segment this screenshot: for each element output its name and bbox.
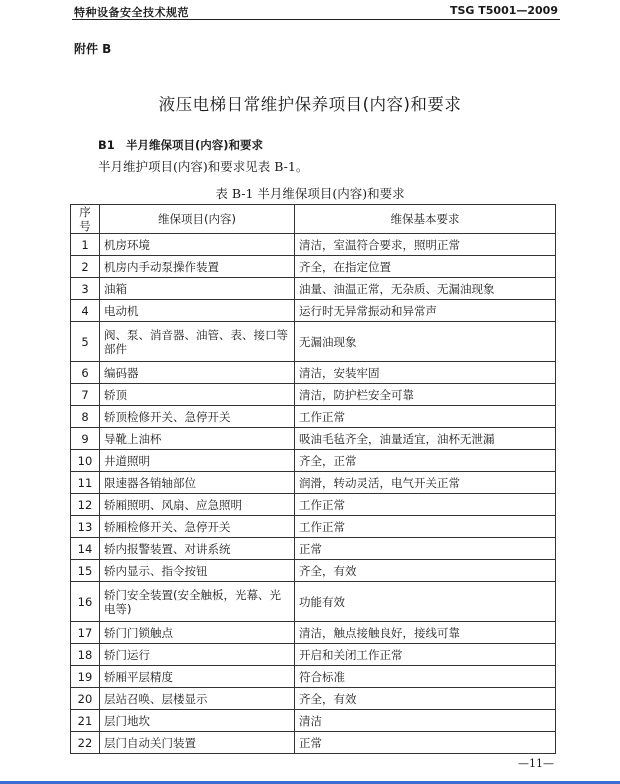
row-number: 11 <box>71 472 100 494</box>
table-row <box>71 688 556 710</box>
table-row <box>71 494 556 516</box>
section-heading <box>98 137 263 153</box>
row-item: 限速器各销轴部位 <box>100 472 295 494</box>
row-requirement: 齐全，有效 <box>295 688 556 710</box>
row-requirement: 清洁，安装牢固 <box>295 362 556 384</box>
table-row <box>71 622 556 644</box>
row-number: 10 <box>71 450 100 472</box>
table-body <box>71 234 556 754</box>
row-item: 导靴上油杯 <box>100 428 295 450</box>
table-row <box>71 472 556 494</box>
row-requirement: 吸油毛毡齐全，油量适宜，油杯无泄漏 <box>295 428 556 450</box>
row-number: 22 <box>71 732 100 754</box>
row-requirement: 开启和关闭工作正常 <box>295 644 556 666</box>
row-number: 15 <box>71 560 100 582</box>
row-number: 18 <box>71 644 100 666</box>
row-item: 阀、泵、消音器、油管、表、接口等部件 <box>100 322 295 362</box>
row-requirement: 符合标准 <box>295 666 556 688</box>
table-row <box>71 234 556 256</box>
row-item: 轿厢检修开关、急停开关 <box>100 516 295 538</box>
section-number: B1 <box>98 138 115 152</box>
row-item: 井道照明 <box>100 450 295 472</box>
table-header-row <box>71 205 556 234</box>
row-item: 电动机 <box>100 300 295 322</box>
appendix-label: 附件 B <box>74 42 112 56</box>
section-heading-text: 半月维保项目(内容)和要求 <box>126 138 264 152</box>
table-row <box>71 516 556 538</box>
row-item: 轿门安全装置(安全触板，光幕、光电等) <box>100 582 295 622</box>
table-row <box>71 538 556 560</box>
row-requirement: 工作正常 <box>295 516 556 538</box>
row-number: 21 <box>71 710 100 732</box>
row-requirement: 齐全，在指定位置 <box>295 256 556 278</box>
row-item: 机房内手动泵操作装置 <box>100 256 295 278</box>
header-no: 序号 <box>71 205 100 234</box>
row-requirement: 清洁 <box>295 710 556 732</box>
row-requirement: 清洁，室温符合要求，照明正常 <box>295 234 556 256</box>
row-requirement: 齐全，有效 <box>295 560 556 582</box>
header-divider <box>72 19 560 20</box>
table-row <box>71 322 556 362</box>
document-title: 液压电梯日常维护保养项目(内容)和要求 <box>158 95 462 114</box>
row-number: 12 <box>71 494 100 516</box>
row-requirement: 运行时无异常振动和异常声 <box>295 300 556 322</box>
row-requirement: 齐全，正常 <box>295 450 556 472</box>
row-requirement: 功能有效 <box>295 582 556 622</box>
row-number: 8 <box>71 406 100 428</box>
row-item: 轿内显示、指令按钮 <box>100 560 295 582</box>
row-requirement: 无漏油现象 <box>295 322 556 362</box>
table-row <box>71 256 556 278</box>
header-requirement: 维保基本要求 <box>295 205 556 234</box>
section-body-text: 半月维护项目(内容)和要求见表 B-1。 <box>98 159 309 174</box>
row-number: 1 <box>71 234 100 256</box>
row-number: 14 <box>71 538 100 560</box>
row-item: 油箱 <box>100 278 295 300</box>
table-row <box>71 732 556 754</box>
row-number: 19 <box>71 666 100 688</box>
row-number: 4 <box>71 300 100 322</box>
table-row <box>71 450 556 472</box>
row-requirement: 工作正常 <box>295 494 556 516</box>
row-requirement: 润滑，转动灵活，电气开关正常 <box>295 472 556 494</box>
row-item: 轿门门锁触点 <box>100 622 295 644</box>
row-number: 16 <box>71 582 100 622</box>
running-header-code: TSG T5001—2009 <box>449 4 558 17</box>
row-number: 7 <box>71 384 100 406</box>
table-row <box>71 666 556 688</box>
row-item: 轿顶 <box>100 384 295 406</box>
table-row <box>71 406 556 428</box>
row-item: 轿厢平层精度 <box>100 666 295 688</box>
row-item: 层站召唤、层楼显示 <box>100 688 295 710</box>
row-number: 13 <box>71 516 100 538</box>
row-item: 轿门运行 <box>100 644 295 666</box>
page-number: —11— <box>518 757 554 770</box>
row-requirement: 工作正常 <box>295 406 556 428</box>
row-number: 17 <box>71 622 100 644</box>
row-number: 3 <box>71 278 100 300</box>
row-requirement: 油量、油温正常，无杂质、无漏油现象 <box>295 278 556 300</box>
row-item: 编码器 <box>100 362 295 384</box>
row-item: 轿顶检修开关、急停开关 <box>100 406 295 428</box>
row-requirement: 正常 <box>295 538 556 560</box>
row-requirement: 清洁，防护栏安全可靠 <box>295 384 556 406</box>
table-row <box>71 582 556 622</box>
table-row <box>71 384 556 406</box>
table-row <box>71 644 556 666</box>
table-row <box>71 300 556 322</box>
header-item: 维保项目(内容) <box>100 205 295 234</box>
row-item: 层门地坎 <box>100 710 295 732</box>
table-row <box>71 710 556 732</box>
row-number: 20 <box>71 688 100 710</box>
row-number: 5 <box>71 322 100 362</box>
row-item: 机房环境 <box>100 234 295 256</box>
row-requirement: 正常 <box>295 732 556 754</box>
row-item: 轿内报警装置、对讲系统 <box>100 538 295 560</box>
table-row <box>71 278 556 300</box>
row-number: 9 <box>71 428 100 450</box>
row-item: 轿厢照明、风扇、应急照明 <box>100 494 295 516</box>
running-header-title: 特种设备安全技术规范 <box>74 6 189 19</box>
table-row <box>71 560 556 582</box>
table-row <box>71 428 556 450</box>
row-number: 2 <box>71 256 100 278</box>
row-item: 层门自动关门装置 <box>100 732 295 754</box>
row-requirement: 清洁，触点接触良好，接线可靠 <box>295 622 556 644</box>
row-number: 6 <box>71 362 100 384</box>
table-caption: 表 B-1 半月维保项目(内容)和要求 <box>215 186 405 201</box>
table-row <box>71 362 556 384</box>
maintenance-table <box>70 204 556 754</box>
